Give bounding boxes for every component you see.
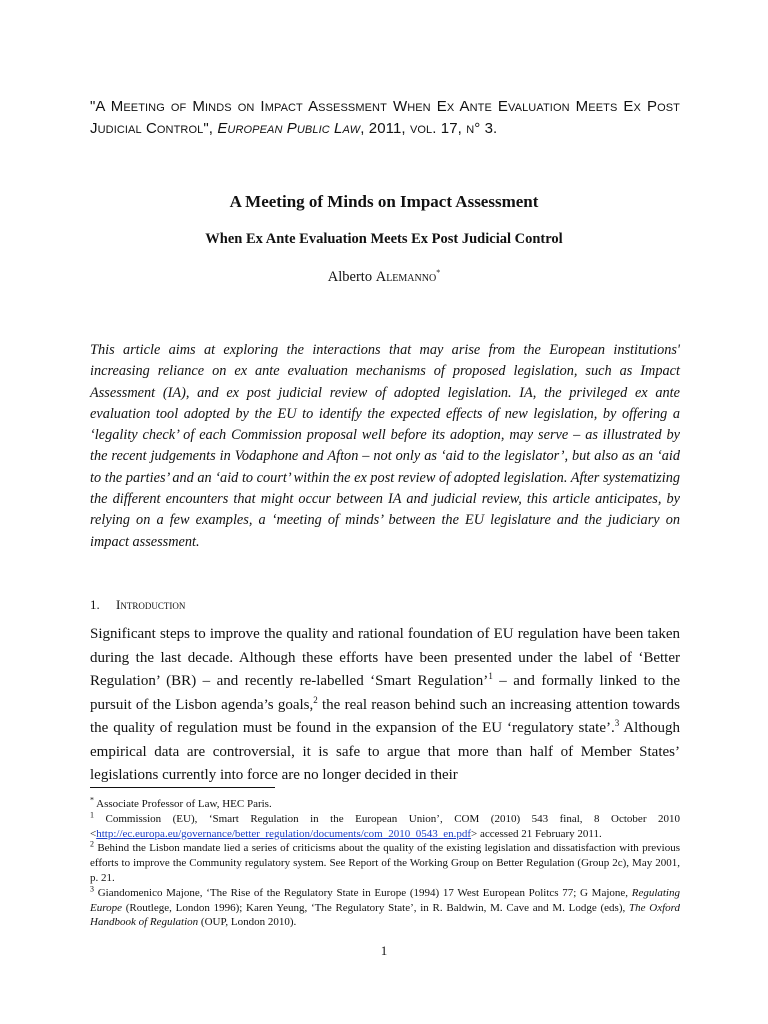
footnote-item bbox=[90, 812, 680, 842]
footnotes bbox=[90, 797, 680, 930]
footnote-mark: 2 bbox=[90, 839, 94, 849]
citation-title: "A Meeting of Minds on Impact Assessment When Ex Ante Evaluation Meets Ex Post Judicial Control", bbox=[90, 98, 680, 137]
citation-details: , 2011, vol. 17, n° 3. bbox=[360, 120, 498, 137]
article-title: A Meeting of Minds on Impact Assessment bbox=[229, 192, 539, 211]
footnote-mark: * bbox=[90, 795, 94, 805]
footnote-ref[interactable]: 2 bbox=[313, 694, 318, 705]
footnote-item bbox=[90, 886, 680, 930]
body-text-part: Although empirical data are controversial, it is safe to argue that more than half of Member States’ legislations currently into force are no longer decided in their bbox=[90, 720, 680, 783]
article-subtitle: When Ex Ante Evaluation Meets Ex Post Judicial Control bbox=[205, 231, 563, 247]
footnote-text: Associate Professor of Law, HEC Paris. bbox=[94, 798, 272, 810]
section-heading bbox=[90, 597, 185, 613]
body-text-part: – and formally linked to the pursuit of the Lisbon agenda’s goals, bbox=[90, 673, 680, 713]
footnote-link[interactable]: http://ec.europa.eu/governance/better_regulation/documents/com_2010_0543_en.pdf bbox=[96, 827, 472, 840]
body-text-part: the real reason behind such an increasing attention towards the quality of regulation must be found in the expansion of the EU ‘regulatory state’. bbox=[90, 696, 681, 736]
section-title: Introduction bbox=[116, 597, 186, 612]
footnote-text: (Routlege, London 1996); Karen Yeung, ‘The Regulatory State’, in R. Baldwin, M. Cave and M. Lodge (eds), bbox=[121, 901, 629, 914]
body-text-part: Significant steps to improve the quality and rational foundation of EU regulation have been taken during the last decade. Although these efforts have been presented under the label of ‘Better Regulation’ (BR) – and recently re-labelled ‘Smart Regulation’ bbox=[90, 626, 680, 689]
author-last-name: Alemanno bbox=[375, 268, 437, 285]
article-author bbox=[0, 268, 768, 286]
citation-header bbox=[90, 96, 680, 140]
footnote-item bbox=[90, 841, 680, 885]
citation-journal: European Public Law bbox=[217, 120, 361, 137]
footnote-text: (OUP, London 2010). bbox=[198, 916, 297, 929]
footnote-divider bbox=[90, 787, 275, 788]
footnote-book-title: Regulating Europe bbox=[90, 886, 680, 914]
author-footnote-mark[interactable]: * bbox=[436, 268, 441, 277]
body-paragraph bbox=[90, 623, 680, 788]
abstract: This article aims at exploring the interactions that may arise from the European institutions' increasing reliance on ex ante evaluation mechanisms of proposed legislation, such as Impact Assessment (IA), and ex post judicial review of adopted legislation. IA, the privileged ex ante evaluation tool adopted by the EU to identify the expected effects of new legislation, by offering a ‘legality check’ of each Commission proposal well before its adoption, may serve – as illustrated by the recent judgements in Vodaphone and Afton – not only as ‘aid to the legislator’, but also as an ‘aid to the parties’ and an ‘aid to court’ within the ex post review of adopted legislation. After systematizing the different encounters that might occur between IA and judicial review, this article anticipates, by relying on a few examples, a ‘meeting of minds’ between the EU legislature and the judiciary on impact assessment. bbox=[90, 342, 680, 550]
footnote-ref[interactable]: 1 bbox=[488, 671, 493, 681]
footnote-mark: 3 bbox=[90, 884, 94, 894]
footnote-text: Behind the Lisbon mandate lied a series of criticisms about the quality of the existing legislation and dissatisfaction with previous efforts to improve the Community regulatory system. See Report of the Working Group on Better Regulation (Group 2c), May 2001, p. 21. bbox=[90, 842, 680, 884]
footnote-text: Giandomenico Majone, ‘The Rise of the Regulatory State in Europe (1994) 17 West European Politcs 77; G Majone, bbox=[94, 886, 632, 899]
footnote-text: > accessed 21 February 2011. bbox=[471, 827, 602, 840]
footnote-ref[interactable]: 3 bbox=[614, 718, 620, 728]
footnote-text: Commission (EU), ‘Smart Regulation in the European Union’, COM (2010) 543 final, 8 October 2010 < bbox=[90, 812, 680, 840]
footnote-book-title: The Oxford Handbook of Regulation bbox=[90, 901, 680, 929]
author-first-name: Alberto bbox=[327, 268, 373, 285]
section-number: 1. bbox=[90, 597, 100, 612]
footnote-mark: 1 bbox=[90, 810, 94, 820]
footnote-item bbox=[90, 797, 680, 812]
page-number: 1 bbox=[380, 943, 388, 958]
